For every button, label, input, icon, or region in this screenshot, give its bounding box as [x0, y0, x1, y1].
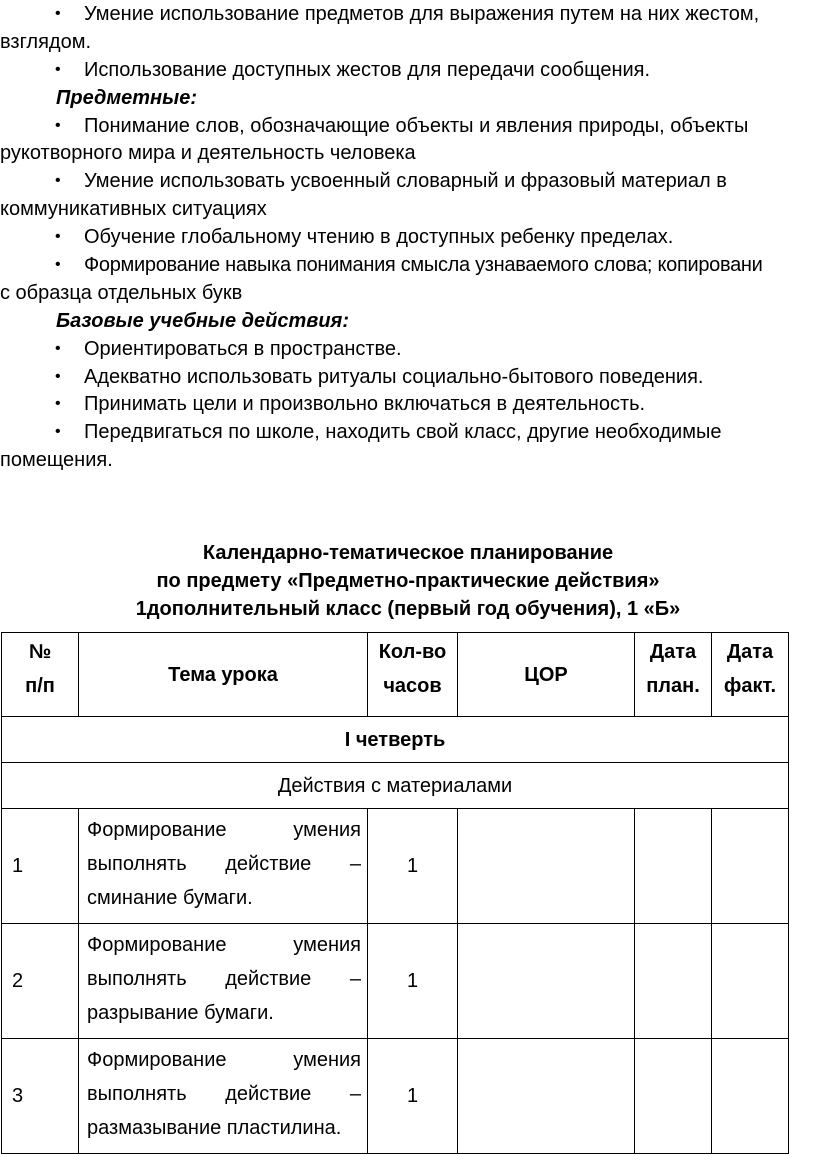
header-topic: Тема урока — [79, 633, 368, 717]
bullet-icon: • — [55, 423, 61, 440]
topic-word: выполнять — [87, 968, 187, 990]
subject-item-2-line-1: Умение использовать усвоенный словарный и фразовый материал в — [84, 170, 727, 192]
row-hours: 1 — [368, 924, 458, 1039]
topic-word: умения — [293, 1049, 361, 1071]
row-date-fact — [712, 809, 789, 924]
row-hours: 1 — [368, 809, 458, 924]
row-topic — [79, 809, 368, 924]
topic-word: выполнять — [87, 1083, 187, 1105]
table-row — [2, 1039, 789, 1154]
bullet-icon: • — [55, 368, 61, 385]
bullet-icon: • — [55, 172, 61, 189]
subject-item-4-line-2: с образца отдельных букв — [0, 282, 243, 304]
intro-item-1-line-2: взглядом. — [0, 31, 92, 53]
bullet-icon: • — [55, 117, 61, 134]
subject-item-3: Обучение глобальному чтению в доступных ребенку пределах. — [84, 226, 674, 248]
row-number: 3 — [2, 1039, 79, 1154]
topic-word: Формирование — [87, 1049, 227, 1071]
row-hours: 1 — [368, 1039, 458, 1154]
subject-item-1-line-1: Понимание слов, обозначающие объекты и явления природы, объекты — [84, 115, 749, 137]
row-topic — [79, 924, 368, 1039]
row-topic — [79, 1039, 368, 1154]
topic-word: действие — [225, 1083, 312, 1105]
bullet-icon: • — [55, 395, 61, 412]
basic-item-2: Адекватно использовать ритуалы социально-бытового поведения. — [84, 366, 704, 388]
topic-word: выполнять — [87, 853, 187, 875]
header-cor: ЦОР — [458, 633, 635, 717]
planning-table — [1, 632, 789, 1154]
topic-last-line: сминание бумаги. — [87, 887, 253, 909]
row-number: 2 — [2, 924, 79, 1039]
section-label: Действия с материалами — [2, 763, 789, 809]
row-date-plan — [635, 924, 712, 1039]
quarter-label: I четверть — [2, 717, 789, 763]
subject-item-4-line-1: Формирование навыка понимания смысла узнаваемого слова; копировани — [84, 254, 763, 276]
topic-word: умения — [293, 819, 361, 841]
header-hours-line-1: Кол-во — [378, 641, 447, 663]
intro-item-1-line-1: Умение использование предметов для выражения путем на них жестом, — [84, 3, 760, 25]
header-date-fact — [712, 633, 789, 717]
basic-item-1: Ориентироваться в пространстве. — [84, 338, 402, 360]
basic-item-4-line-2: помещения. — [0, 449, 113, 471]
table-row — [2, 809, 789, 924]
topic-last-line: разрывание бумаги. — [87, 1002, 274, 1024]
topic-word: Формирование — [87, 819, 227, 841]
row-date-fact — [712, 1039, 789, 1154]
bullet-icon: • — [55, 228, 61, 245]
topic-word: действие — [225, 853, 312, 875]
topic-word: умения — [293, 934, 361, 956]
header-hours — [368, 633, 458, 717]
plan-title-line-3: 1дополнительный класс (первый год обучения), 1 «Б» — [135, 598, 681, 620]
row-cor — [458, 1039, 635, 1154]
row-cor — [458, 809, 635, 924]
quarter-row — [2, 717, 789, 763]
bullet-icon: • — [55, 5, 61, 22]
header-date-plan — [635, 633, 712, 717]
intro-item-2: Использование доступных жестов для передачи сообщения. — [84, 59, 651, 81]
bullet-icon: • — [55, 340, 61, 357]
topic-word: – — [349, 853, 361, 875]
table-header-row — [2, 633, 789, 717]
row-number: 1 — [2, 809, 79, 924]
topic-last-line: размазывание пластилина. — [87, 1117, 342, 1139]
subject-item-1-line-2: рукотворного мира и деятельность человека — [0, 142, 416, 164]
header-hours-line-2: часов — [383, 675, 442, 697]
header-number-line-1: № — [28, 641, 52, 663]
basic-item-3: Принимать цели и произвольно включаться в деятельность. — [84, 393, 646, 415]
table-row — [2, 924, 789, 1039]
topic-word: – — [349, 1083, 361, 1105]
bullet-icon: • — [55, 256, 61, 273]
header-date-fact-line-1: Дата — [726, 641, 774, 663]
basic-item-4-line-1: Передвигаться по школе, находить свой класс, другие необходимые — [84, 421, 722, 443]
bullet-icon: • — [55, 61, 61, 78]
subject-heading: Предметные: — [56, 87, 197, 109]
basic-actions-heading: Базовые учебные действия: — [56, 310, 349, 332]
row-date-fact — [712, 924, 789, 1039]
topic-word: – — [349, 968, 361, 990]
subject-item-2-line-2: коммуникативных ситуациях — [0, 198, 267, 220]
header-date-plan-line-2: план. — [646, 675, 700, 697]
row-date-plan — [635, 809, 712, 924]
row-cor — [458, 924, 635, 1039]
header-number — [2, 633, 79, 717]
header-date-plan-line-1: Дата — [649, 641, 697, 663]
topic-word: действие — [225, 968, 312, 990]
topic-word: Формирование — [87, 934, 227, 956]
row-date-plan — [635, 1039, 712, 1154]
plan-title-line-1: Календарно-тематическое планирование — [202, 542, 614, 564]
header-number-line-2: п/п — [25, 675, 55, 697]
section-row — [2, 763, 789, 809]
header-date-fact-line-2: факт. — [723, 675, 777, 697]
plan-title-line-2: по предмету «Предметно-практические действия» — [156, 570, 660, 592]
